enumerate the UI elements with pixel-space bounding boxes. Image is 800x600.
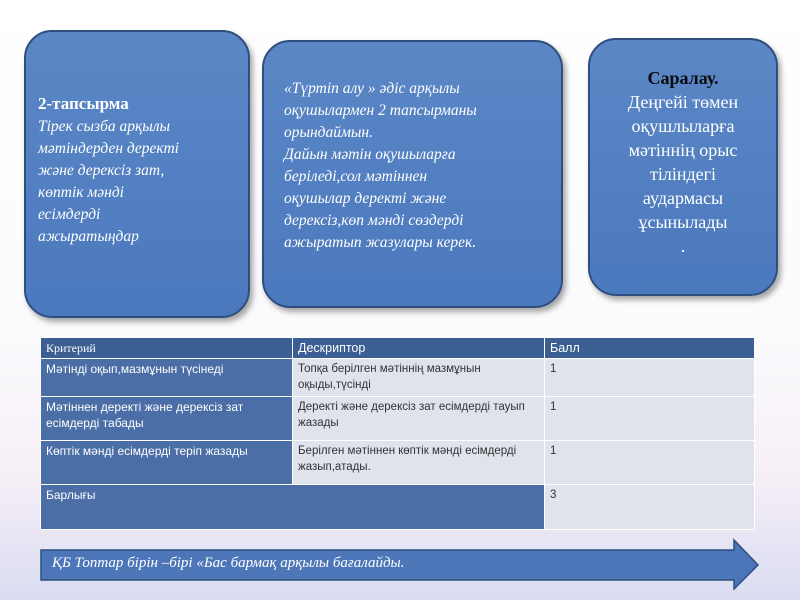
method-box <box>262 40 563 308</box>
score-cell: 1 <box>545 441 755 485</box>
task-2-title: 2-тапсырма <box>38 94 129 113</box>
criterion-cell: Көптік мәнді есімдерді теріп жазады <box>41 441 293 485</box>
table-header-row <box>41 338 755 359</box>
criterion-cell: Мәтіннен деректі және дерексіз зат есімдерді табады <box>41 397 293 441</box>
total-label-cell: Барлығы <box>41 485 545 530</box>
method-description: «Түртіп алу » әдіс арқылы оқушылармен 2 тапсырманы орындаймын. Дайын мәтін оқушыларға беріледі,сол мәтіннен оқушылар деректі және дерексіз,көп мәнді сөздерді ажыратып жазулары керек. <box>284 80 477 251</box>
descriptor-cell: Топқа берілген мәтіннің мазмұнын оқыды,түсінді <box>293 359 545 397</box>
task-2-instructions: Тірек сызба арқылы мәтіндерден деректі және дерексіз зат, көптік мәнді есімдерді ажыратыңдар <box>38 118 179 245</box>
criterion-cell: Мәтінді оқып,мазмұнын түсінеді <box>41 359 293 397</box>
differentiation-title: Саралау. <box>647 68 719 88</box>
table-row <box>41 359 755 397</box>
header-score: Балл <box>545 338 755 359</box>
score-cell: 1 <box>545 359 755 397</box>
differentiation-box <box>588 38 778 296</box>
table-row <box>41 397 755 441</box>
assessment-arrow-banner <box>40 538 760 590</box>
header-descriptor: Дескриптор <box>293 338 545 359</box>
table-total-row <box>41 485 755 530</box>
header-criterion: Критерий <box>41 338 293 359</box>
score-cell: 1 <box>545 397 755 441</box>
peer-assessment-text: ҚБ Топтар бірін –бірі «Бас бармақ арқылы бағалайды. <box>52 555 405 571</box>
descriptor-cell: Деректі және дерексіз зат есімдерді тауып жазады <box>293 397 545 441</box>
table-row <box>41 441 755 485</box>
differentiation-text: Деңгейі төмен оқушлыларға мәтіннің орыс тіліндегі аудармасы ұсынылады . <box>627 92 739 256</box>
descriptor-cell: Берілген мәтіннен көптік мәнді есімдерді жазып,атады. <box>293 441 545 485</box>
total-score-cell: 3 <box>545 485 755 530</box>
assessment-rubric-table <box>40 337 755 530</box>
task-2-box <box>24 30 250 318</box>
